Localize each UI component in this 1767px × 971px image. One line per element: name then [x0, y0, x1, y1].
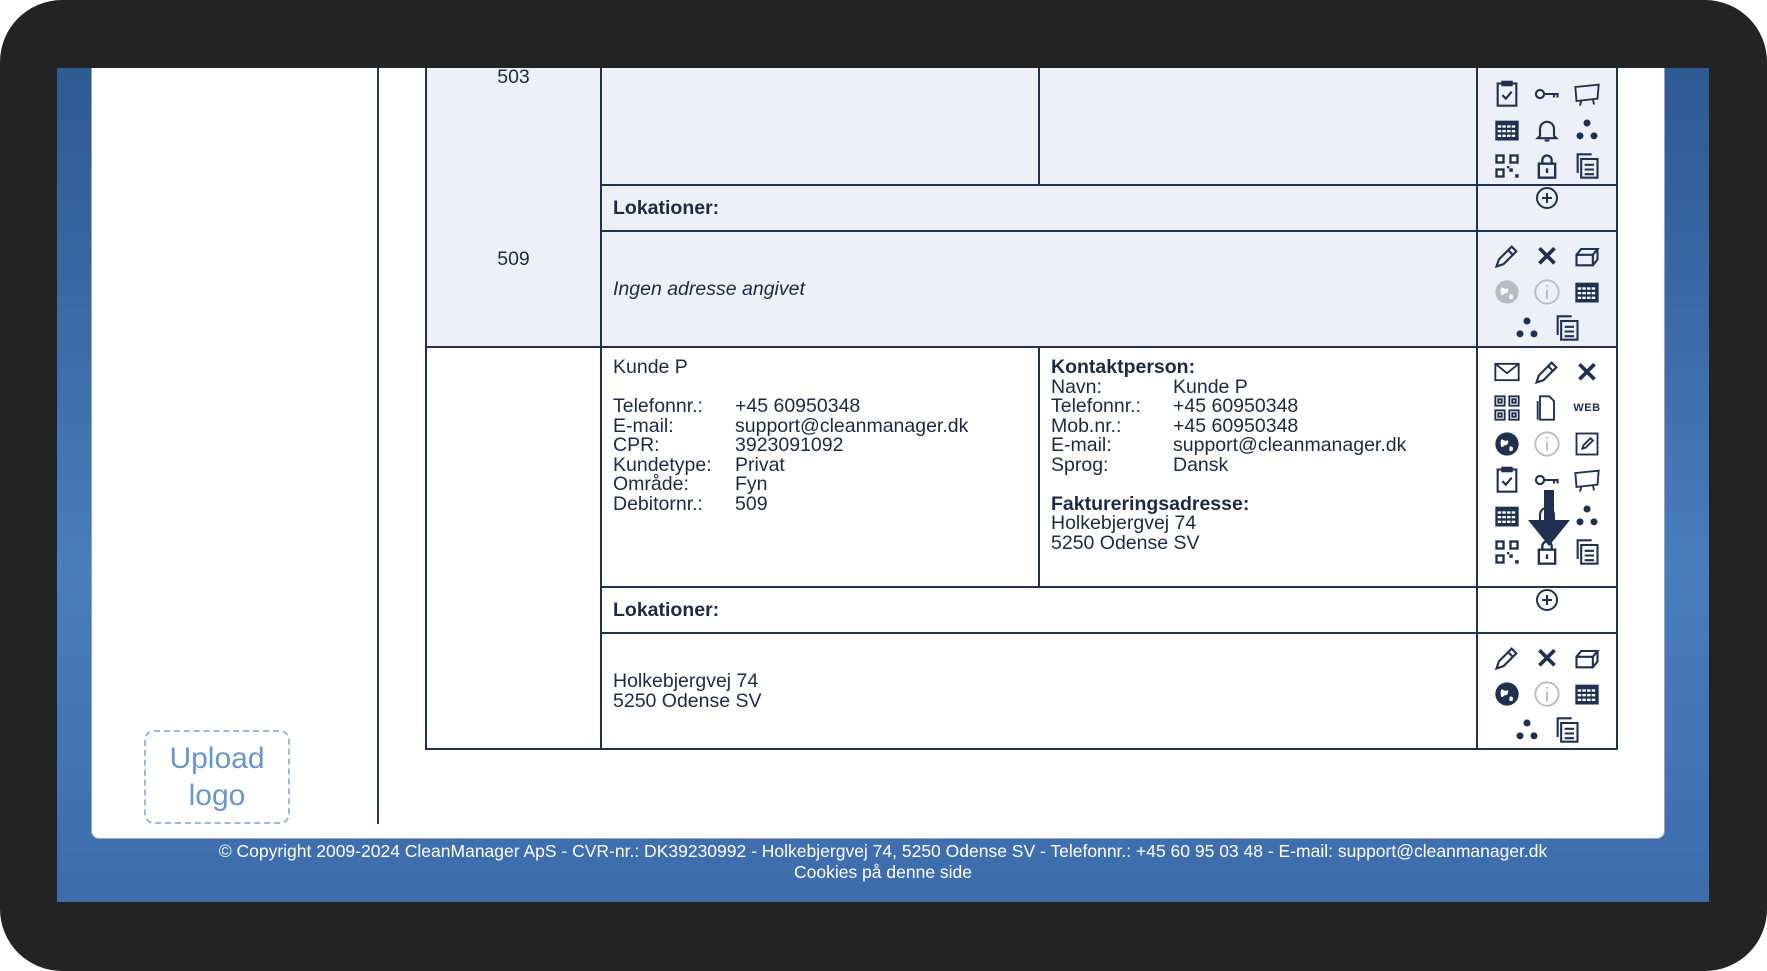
- clipboard-check-icon[interactable]: [1487, 462, 1527, 498]
- field-label: Telefonnr.:: [1051, 395, 1141, 417]
- billing-address-line2: 5250 Odense SV: [1051, 531, 1200, 554]
- copy-document-icon[interactable]: [1567, 148, 1607, 184]
- field-label: E-mail:: [1051, 434, 1112, 456]
- add-location-icon[interactable]: [1478, 588, 1616, 612]
- field-label: CPR:: [613, 434, 660, 456]
- location-actions: [1477, 633, 1617, 749]
- locations-header: Lokationer:: [601, 185, 1477, 231]
- upload-logo-label-1: Upload: [169, 742, 265, 775]
- location-actions: [1477, 231, 1617, 347]
- field-label: Telefonnr.:: [613, 395, 703, 417]
- footer-copyright: © Copyright 2009-2024 CleanManager ApS - CVR-nr.: DK39230992 - Holkebjergvej 74, 5250 Odense SV - Telefonnr.: +45 60 95 03 48 - E-mail: support@cleanmanager.dk: [218, 841, 1548, 861]
- calendar-grid-icon[interactable]: [1487, 498, 1527, 534]
- qr-code-icon[interactable]: [1487, 534, 1527, 570]
- copy-document-icon[interactable]: [1547, 310, 1587, 346]
- add-location-icon[interactable]: [1478, 186, 1616, 210]
- qr-code-icon[interactable]: [1487, 148, 1527, 184]
- org-chart-icon[interactable]: [1507, 310, 1547, 346]
- info-icon[interactable]: [1527, 426, 1567, 462]
- document-icon[interactable]: [1527, 390, 1567, 426]
- add-location-cell: [1477, 185, 1617, 231]
- field-value: Kunde P: [1173, 375, 1248, 398]
- calendar-grid-icon[interactable]: [1567, 676, 1607, 712]
- sidebar-divider: [377, 68, 379, 824]
- customer-id-cell: [426, 68, 601, 347]
- bell-icon[interactable]: [1527, 112, 1567, 148]
- customer-table: [425, 68, 1618, 750]
- upload-logo-label-2: logo: [188, 779, 246, 812]
- key-icon[interactable]: [1527, 76, 1567, 112]
- org-chart-icon[interactable]: [1507, 712, 1547, 748]
- web-icon[interactable]: WEB: [1573, 402, 1601, 414]
- highlight-arrow-icon: [1526, 490, 1572, 548]
- contact-heading: Kontaktperson:: [1051, 356, 1196, 378]
- clipboard-check-icon[interactable]: [1487, 76, 1527, 112]
- field-label: E-mail:: [613, 414, 674, 437]
- field-label: Mob.nr.:: [1051, 414, 1122, 437]
- field-label: Kundetype:: [613, 453, 712, 476]
- copy-document-icon[interactable]: [1567, 534, 1607, 570]
- globe-icon[interactable]: [1487, 426, 1527, 462]
- app-background: [57, 68, 1709, 902]
- info-icon[interactable]: [1527, 274, 1567, 310]
- pencil-icon[interactable]: [1487, 640, 1527, 676]
- eraser-icon[interactable]: [1567, 640, 1607, 676]
- customer-actions: [1477, 347, 1617, 587]
- field-value: 509: [735, 492, 768, 515]
- delete-x-icon[interactable]: ✕: [1535, 642, 1559, 674]
- field-label: Område:: [613, 473, 689, 495]
- calendar-grid-icon[interactable]: [1487, 112, 1527, 148]
- customer-info-cell: [601, 347, 1039, 587]
- contact-fields: [1051, 375, 1465, 476]
- customer-info-cell: [601, 68, 1039, 185]
- customer-id: 509: [497, 248, 530, 270]
- org-chart-icon[interactable]: [1567, 112, 1607, 148]
- field-value: +45 60950348: [1173, 414, 1299, 437]
- upload-logo-button[interactable]: [144, 730, 290, 824]
- cookies-link[interactable]: Cookies på denne side: [793, 862, 973, 882]
- pencil-icon[interactable]: [1487, 238, 1527, 274]
- calendar-grid-icon[interactable]: [1567, 274, 1607, 310]
- field-value: +45 60950348: [735, 395, 861, 417]
- pencil-icon[interactable]: [1527, 354, 1567, 390]
- copy-document-icon[interactable]: [1547, 712, 1587, 748]
- field-value: +45 60950348: [1173, 395, 1299, 417]
- billing-address-line1: Holkebjergvej 74: [1051, 512, 1197, 534]
- location-address: [601, 633, 1477, 749]
- field-value: Dansk: [1173, 453, 1229, 476]
- customer-actions: [1477, 68, 1617, 185]
- whiteboard-icon[interactable]: [1567, 462, 1607, 498]
- contact-info-cell: [1039, 68, 1477, 185]
- field-value: 3923091092: [735, 434, 844, 456]
- field-value: support@cleanmanager.dk: [735, 414, 969, 437]
- field-label: Debitornr.:: [613, 492, 703, 515]
- envelope-icon[interactable]: [1487, 354, 1527, 390]
- globe-icon[interactable]: [1487, 676, 1527, 712]
- org-chart-icon[interactable]: [1567, 498, 1607, 534]
- info-icon[interactable]: [1527, 676, 1567, 712]
- field-value: support@cleanmanager.dk: [1173, 434, 1407, 456]
- whiteboard-icon[interactable]: [1567, 76, 1607, 112]
- location-address-line2: 5250 Odense SV: [613, 690, 762, 712]
- customer-id: 503: [497, 68, 530, 88]
- location-address: Ingen adresse angivet: [601, 231, 1477, 347]
- billing-heading: Faktureringsadresse:: [1051, 492, 1250, 515]
- contact-info-cell: [1039, 347, 1477, 587]
- add-location-cell: [1477, 587, 1617, 633]
- globe-icon[interactable]: [1487, 274, 1527, 310]
- footer: [57, 841, 1709, 883]
- customer-id-cell: [426, 248, 601, 749]
- field-label: Sprog:: [1051, 453, 1109, 476]
- field-value: Privat: [735, 453, 785, 476]
- content-page: [91, 68, 1665, 839]
- delete-x-icon[interactable]: ✕: [1535, 240, 1559, 272]
- customer-name: Kunde P: [613, 356, 688, 378]
- location-address-line1: Holkebjergvej 74: [613, 670, 759, 692]
- merge-squares-icon[interactable]: [1487, 390, 1527, 426]
- delete-x-icon[interactable]: ✕: [1575, 356, 1599, 388]
- lock-icon[interactable]: [1527, 148, 1567, 184]
- field-label: Navn:: [1051, 375, 1102, 398]
- locations-header: Lokationer:: [601, 587, 1477, 633]
- field-value: Fyn: [735, 473, 768, 495]
- edit-note-icon[interactable]: [1567, 426, 1607, 462]
- customer-fields: [613, 397, 1027, 514]
- eraser-icon[interactable]: [1567, 238, 1607, 274]
